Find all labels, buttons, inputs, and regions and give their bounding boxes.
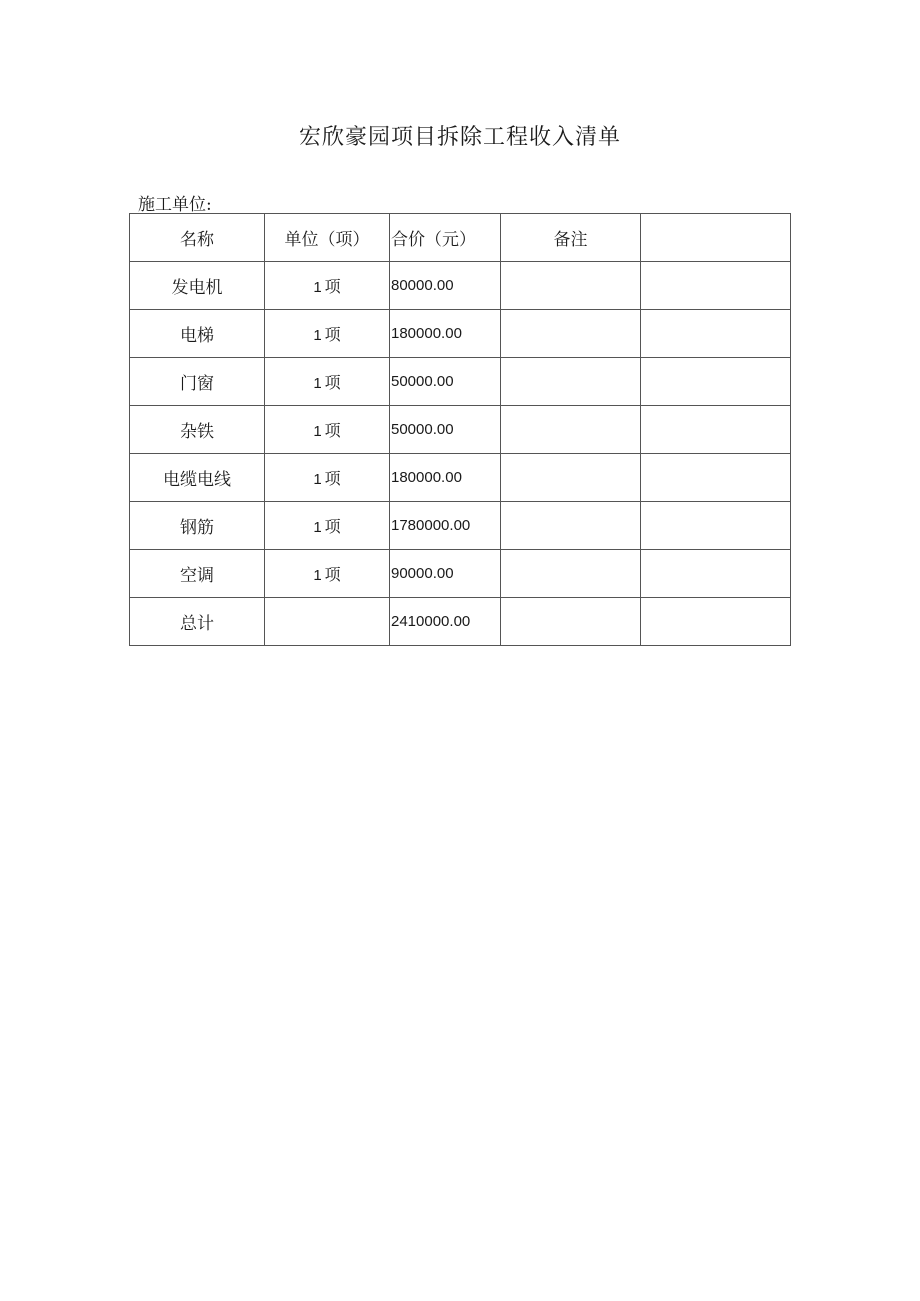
construction-unit-label: 施工单位:: [138, 195, 212, 215]
item-remark: [501, 454, 641, 502]
qty-unit: 项: [324, 517, 341, 536]
item-remark: [501, 550, 641, 598]
item-remark: [501, 406, 641, 454]
item-price: 50000.00: [390, 406, 501, 454]
item-extra: [641, 550, 791, 598]
item-qty: [265, 502, 390, 550]
item-price: 50000.00: [390, 358, 501, 406]
table-row: [130, 454, 791, 502]
item-name: 电缆电线: [130, 454, 265, 502]
table-row: [130, 358, 791, 406]
qty-number: 1: [313, 375, 322, 392]
item-qty: [265, 262, 390, 310]
qty-number: 1: [313, 423, 322, 440]
table-header-row: [130, 214, 791, 262]
document-title: 宏欣豪园项目拆除工程收入清单: [298, 125, 621, 150]
item-extra: [641, 454, 791, 502]
item-name: 杂铁: [130, 406, 265, 454]
item-name: 门窗: [130, 358, 265, 406]
table-row: [130, 406, 791, 454]
item-qty: [265, 550, 390, 598]
qty-number: 1: [313, 567, 322, 584]
total-price: 2410000.00: [390, 598, 501, 646]
item-extra: [641, 502, 791, 550]
qty-unit: 项: [324, 565, 341, 584]
item-price: 180000.00: [390, 310, 501, 358]
item-remark: [501, 358, 641, 406]
qty-unit: 项: [324, 277, 341, 296]
item-price: 90000.00: [390, 550, 501, 598]
item-name: 钢筋: [130, 502, 265, 550]
qty-unit: 项: [324, 469, 341, 488]
item-extra: [641, 262, 791, 310]
item-remark: [501, 310, 641, 358]
item-qty: [265, 406, 390, 454]
item-name: 电梯: [130, 310, 265, 358]
item-name: 发电机: [130, 262, 265, 310]
item-qty: [265, 454, 390, 502]
total-remark: [501, 598, 641, 646]
item-extra: [641, 358, 791, 406]
income-table: [129, 213, 791, 646]
total-label: 总计: [130, 598, 265, 646]
header-remark: 备注: [501, 214, 641, 262]
total-qty: [265, 598, 390, 646]
item-price: 80000.00: [390, 262, 501, 310]
table-row: [130, 310, 791, 358]
qty-number: 1: [313, 279, 322, 296]
header-unit: 单位（项）: [265, 214, 390, 262]
total-row: [130, 598, 791, 646]
item-extra: [641, 406, 791, 454]
item-price: 180000.00: [390, 454, 501, 502]
table-row: [130, 262, 791, 310]
item-remark: [501, 502, 641, 550]
table-row: [130, 550, 791, 598]
header-price: 合价（元）: [390, 214, 501, 262]
item-qty: [265, 310, 390, 358]
qty-unit: 项: [324, 421, 341, 440]
total-extra: [641, 598, 791, 646]
qty-number: 1: [313, 519, 322, 536]
table-row: [130, 502, 791, 550]
item-price: 1780000.00: [390, 502, 501, 550]
item-qty: [265, 358, 390, 406]
header-name: 名称: [130, 214, 265, 262]
item-remark: [501, 262, 641, 310]
qty-number: 1: [313, 471, 322, 488]
header-extra: [641, 214, 791, 262]
qty-number: 1: [313, 327, 322, 344]
qty-unit: 项: [324, 325, 341, 344]
item-extra: [641, 310, 791, 358]
item-name: 空调: [130, 550, 265, 598]
qty-unit: 项: [324, 373, 341, 392]
